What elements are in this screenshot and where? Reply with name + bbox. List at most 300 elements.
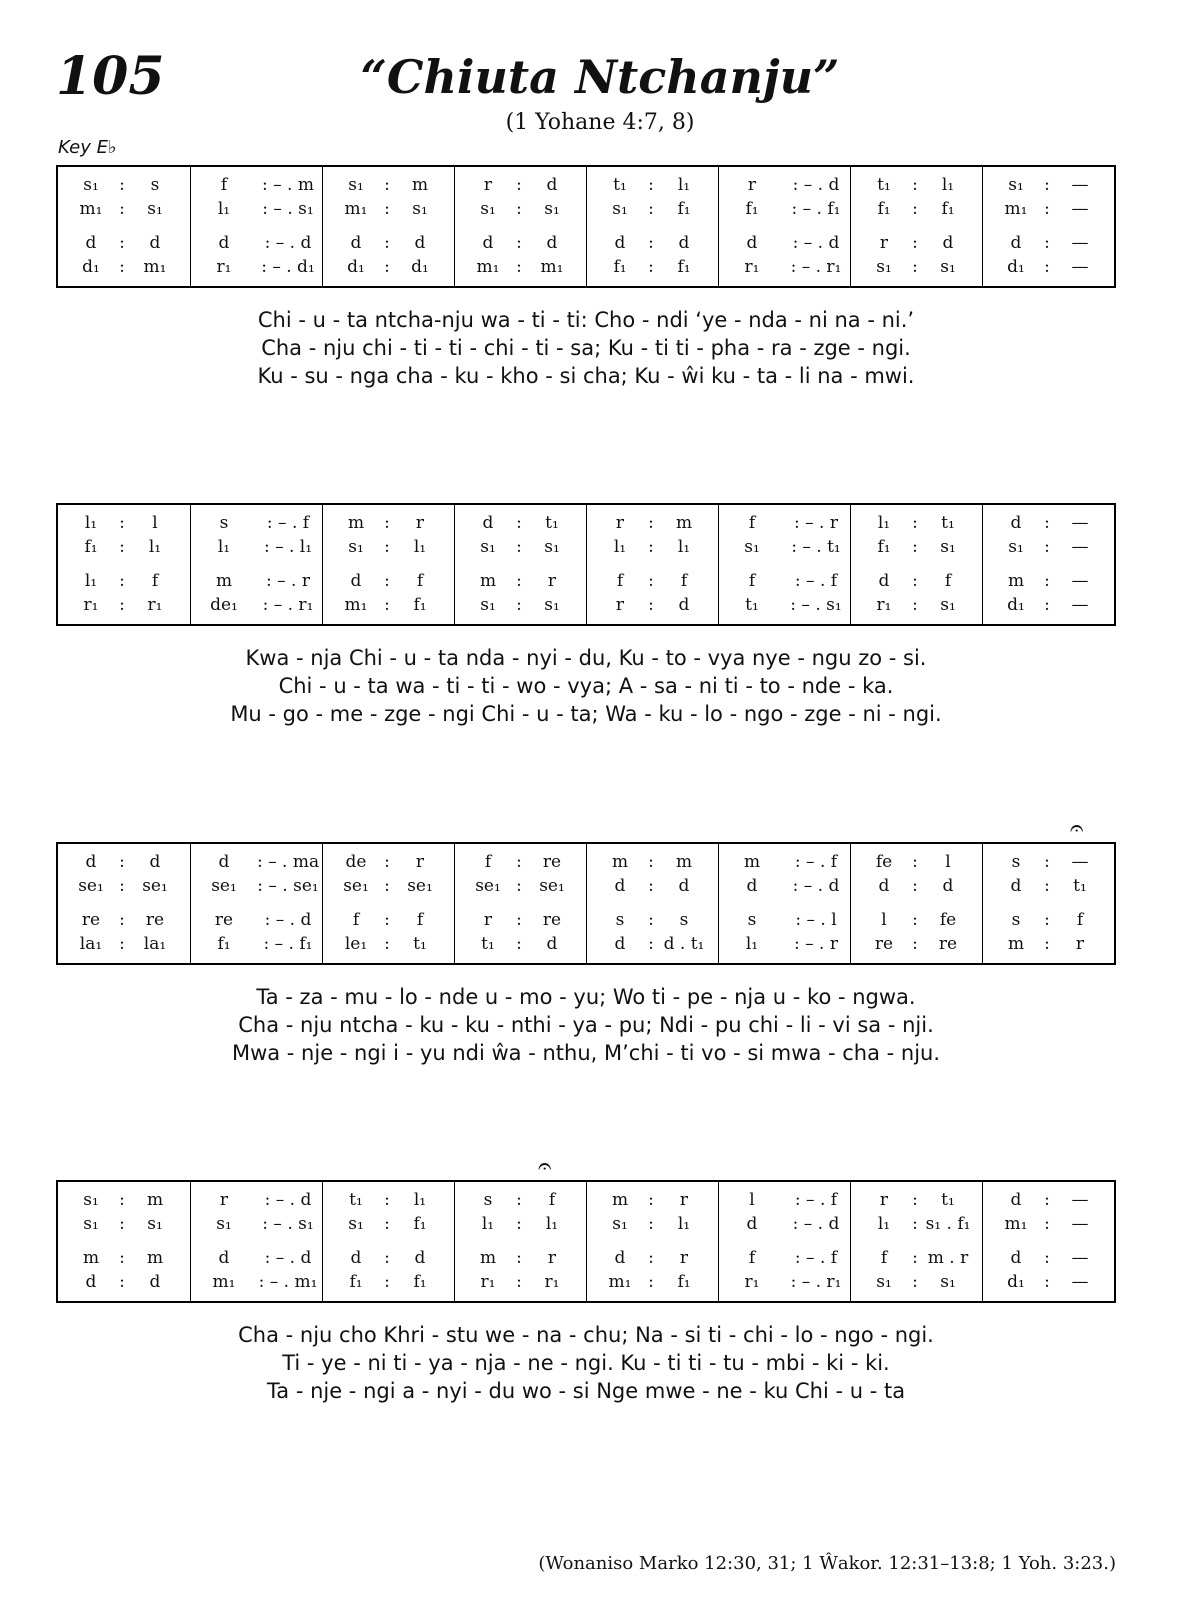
note: : – . f [794,852,838,872]
measure [454,505,586,624]
note: : – . d [792,175,840,195]
note: d [85,852,97,872]
note: d [149,1272,161,1292]
beat-separator: : [1044,934,1050,954]
note: f₁ [677,199,691,219]
beat-separator: : [912,595,918,615]
voice-row [851,1248,982,1268]
note: : – . l₁ [263,537,313,557]
voice-row [587,199,718,219]
beat-separator: : [516,175,522,195]
beat-separator: : [119,175,125,195]
note: : – . m₁ [258,1272,318,1292]
note: : – . f₁ [791,199,841,219]
note: d [614,1248,626,1268]
note: : – . d [264,233,312,253]
note: s₁ [216,1214,232,1234]
note: l₁ [941,175,955,195]
beat-separator: : [384,1272,390,1292]
measure [982,1182,1114,1301]
measure [454,1182,586,1301]
note: f [416,910,424,930]
note: s₁ [876,257,892,277]
beat-separator: : [912,1190,918,1210]
solfa-score [56,165,1116,288]
note: s₁ [544,199,560,219]
note: t₁ [745,595,759,615]
note: r₁ [544,1272,560,1292]
note: m₁ [476,257,500,277]
note: r₁ [83,595,99,615]
note: s₁ [348,1214,364,1234]
note: d [546,175,558,195]
note: d [746,876,758,896]
voice-row [58,537,190,557]
beat-separator: : [119,852,125,872]
note: r [615,595,625,615]
voice-row [983,513,1114,533]
measure [850,167,982,286]
note: d [350,233,362,253]
note: l₁ [613,537,627,557]
note: l₁ [677,175,691,195]
measure [190,505,322,624]
note: : – . f [794,1248,838,1268]
note: : – . f [794,1190,838,1210]
note: l₁ [413,1190,427,1210]
voice-row [58,257,190,277]
note: f₁ [677,1272,691,1292]
note: s₁ . f₁ [925,1214,971,1234]
measure [58,505,190,624]
beat-separator: : [516,199,522,219]
note: m [611,1190,629,1210]
voice-row [58,595,190,615]
voice-row [587,1190,718,1210]
music-system [56,503,1116,728]
note: d [614,934,626,954]
voice-row [587,513,718,533]
note: : – . d [792,876,840,896]
voice-row [983,571,1114,591]
voice-row [58,233,190,253]
note: — [1071,233,1089,253]
beat-separator: : [648,1272,654,1292]
lyrics-block [56,983,1116,1067]
voice-row [983,876,1114,896]
beat-separator: : [516,571,522,591]
measure [850,1182,982,1301]
note: m₁ [79,199,103,219]
note: f [748,1248,756,1268]
note: m₁ [1004,199,1028,219]
note: d [482,513,494,533]
voice-row [455,233,586,253]
note: re [214,910,234,930]
voice-row [323,910,454,930]
voice-row [587,175,718,195]
note: re [542,910,562,930]
note: r₁ [480,1272,496,1292]
note: — [1071,175,1089,195]
voice-row [191,513,322,533]
beat-separator: : [119,1190,125,1210]
beat-separator: : [384,537,390,557]
note: — [1071,571,1089,591]
voice-row [191,852,322,872]
note: d₁ [347,257,365,277]
note: s₁ [412,199,428,219]
note: m₁ [143,257,167,277]
note: se₁ [343,876,369,896]
note: l₁ [877,513,891,533]
note: m [146,1248,164,1268]
note: r [483,910,493,930]
voice-row [719,513,850,533]
note: s₁ [83,1214,99,1234]
note: fe [875,852,893,872]
note: d [746,233,758,253]
note: m [1007,934,1025,954]
note: m . r [927,1248,969,1268]
note: s₁ [940,1272,956,1292]
voice-row [58,934,190,954]
beat-separator: : [648,1248,654,1268]
note: s₁ [744,537,760,557]
voice-row [323,595,454,615]
beat-separator: : [516,1272,522,1292]
measure [718,844,850,963]
voice-row [983,852,1114,872]
beat-separator: : [384,852,390,872]
note: d [878,876,890,896]
measure [586,505,718,624]
note: l [152,513,158,533]
note: d [1010,1248,1022,1268]
note: se₁ [475,876,501,896]
voice-row [323,257,454,277]
voice-row [719,1214,850,1234]
note: s₁ [83,175,99,195]
note: se₁ [142,876,168,896]
note: f [416,571,424,591]
voice-row [587,233,718,253]
note: l₁ [413,537,427,557]
voice-row [323,852,454,872]
voice-row [455,595,586,615]
lyric-line: Mu - go - me - zge - ngi Chi - u - ta; Wa - ku - lo - ngo - zge - ni - ngi. [230,702,942,726]
lyric-line: Cha - nju ntcha - ku - ku - nthi - ya - pu; Ndi - pu chi - li - vi sa - nji. [238,1013,934,1037]
voice-row [58,1214,190,1234]
note: m [347,513,365,533]
beat-separator: : [516,537,522,557]
voice-row [587,876,718,896]
lyric-line: Ta - za - mu - lo - nde u - mo - yu; Wo ti - pe - nja u - ko - ngwa. [256,985,916,1009]
beat-separator: : [384,1214,390,1234]
note: m₁ [540,257,564,277]
voice-row [455,257,586,277]
note: s₁ [612,1214,628,1234]
beat-separator: : [912,1248,918,1268]
note: s [483,1190,493,1210]
voice-row [191,910,322,930]
note: f₁ [677,257,691,277]
note: t₁ [545,513,559,533]
note: s₁ [348,537,364,557]
note: : – . f [794,571,838,591]
voice-row [323,233,454,253]
voice-row [851,1272,982,1292]
note: d [942,876,954,896]
note: : – . s₁ [790,595,842,615]
hymn-subtitle: (1 Yohane 4:7, 8) [505,110,695,135]
note: — [1071,1248,1089,1268]
beat-separator: : [516,1248,522,1268]
note: m [215,571,233,591]
note: d [942,233,954,253]
note: re [542,852,562,872]
note: : – . ma [257,852,320,872]
voice-row [719,910,850,930]
note: f₁ [349,1272,363,1292]
voice-row [851,876,982,896]
voice-row [191,1190,322,1210]
note: : – . r₁ [262,595,314,615]
beat-separator: : [1044,1248,1050,1268]
beat-separator: : [912,934,918,954]
solfa-score [56,503,1116,626]
note: m [1007,571,1025,591]
note: re [874,934,894,954]
measure [190,844,322,963]
note: — [1071,199,1089,219]
voice-row [58,513,190,533]
note: s [219,513,229,533]
note: d [414,1248,426,1268]
voice-row [587,537,718,557]
note: s₁ [480,537,496,557]
note: s₁ [940,257,956,277]
voice-row [323,1214,454,1234]
measure [982,505,1114,624]
voice-row [983,1248,1114,1268]
voice-row [983,595,1114,615]
beat-separator: : [119,1214,125,1234]
beat-separator: : [119,571,125,591]
fermata-icon: 𝄐 [538,1152,552,1180]
beat-separator: : [648,257,654,277]
note: l [749,1190,755,1210]
beat-separator: : [119,537,125,557]
note: f [748,513,756,533]
beat-separator: : [384,257,390,277]
measure [586,844,718,963]
note: r₁ [744,1272,760,1292]
note: l₁ [745,934,759,954]
beat-separator: : [384,910,390,930]
note: l [881,910,887,930]
note: re [145,910,165,930]
note: : – . d [792,1214,840,1234]
beat-separator: : [648,595,654,615]
note: f₁ [941,199,955,219]
beat-separator: : [516,233,522,253]
note: r₁ [216,257,232,277]
measure [58,844,190,963]
note: l₁ [148,537,162,557]
beat-separator: : [1044,233,1050,253]
music-system [56,1180,1116,1405]
voice-row [983,1272,1114,1292]
note: m [479,1248,497,1268]
voice-row [719,257,850,277]
voice-row [455,513,586,533]
beat-separator: : [648,1190,654,1210]
hymn-title: “Chiuta Ntchanju” [360,50,840,104]
note: s [150,175,160,195]
note: t₁ [349,1190,363,1210]
voice-row [983,910,1114,930]
note: la₁ [143,934,167,954]
fermata-icon: 𝄐 [1070,814,1084,842]
note: : – . r [266,571,310,591]
note: — [1071,1272,1089,1292]
note: — [1071,537,1089,557]
note: l₁ [84,513,98,533]
beat-separator: : [119,233,125,253]
voice-row [191,1214,322,1234]
note: m [82,1248,100,1268]
voice-row [851,571,982,591]
beat-separator: : [384,595,390,615]
beat-separator: : [648,513,654,533]
voice-row [851,199,982,219]
voice-row [191,233,322,253]
note: : – . f [266,513,310,533]
note: r [1075,934,1085,954]
voice-row [455,1272,586,1292]
note: d [85,1272,97,1292]
note: r [679,1248,689,1268]
measure [586,167,718,286]
beat-separator: : [1044,199,1050,219]
note: s₁ [876,1272,892,1292]
beat-separator: : [119,199,125,219]
beat-separator: : [648,233,654,253]
beat-separator: : [516,257,522,277]
note: d [482,233,494,253]
beat-separator: : [648,1214,654,1234]
note: r [679,1190,689,1210]
voice-row [323,175,454,195]
beat-separator: : [912,910,918,930]
beat-separator: : [1044,1272,1050,1292]
beat-separator: : [912,1272,918,1292]
note: d [678,595,690,615]
beat-separator: : [516,1190,522,1210]
measure [982,167,1114,286]
note: re [81,910,101,930]
note: d₁ [1007,257,1025,277]
note: : – . d [264,1190,312,1210]
beat-separator: : [648,175,654,195]
note: d [878,571,890,591]
note: d [218,852,230,872]
note: r [547,1248,557,1268]
voice-row [983,175,1114,195]
note: f₁ [745,199,759,219]
voice-row [851,537,982,557]
voice-row [587,852,718,872]
voice-row [323,537,454,557]
beat-separator: : [516,910,522,930]
lyrics-block [56,1321,1116,1405]
voice-row [191,934,322,954]
voice-row [323,876,454,896]
beat-separator: : [119,257,125,277]
note: — [1071,852,1089,872]
beat-separator: : [516,513,522,533]
voice-row [58,876,190,896]
note: le₁ [344,934,368,954]
note: se₁ [211,876,237,896]
lyric-line: Ku - su - nga cha - ku - kho - si cha; Ku - ŵi ku - ta - li na - mwi. [257,364,915,388]
beat-separator: : [119,910,125,930]
note: r₁ [876,595,892,615]
voice-row [851,175,982,195]
note: m [411,175,429,195]
note: s₁ [147,1214,163,1234]
note: d [1010,1190,1022,1210]
solfa-score [56,1180,1116,1303]
lyric-line: Cha - nju cho Khri - stu we - na - chu; Na - si ti - chi - lo - ngo - ngi. [238,1323,934,1347]
voice-row [191,876,322,896]
voice-row [58,852,190,872]
voice-row [323,199,454,219]
beat-separator: : [648,876,654,896]
note: d [678,876,690,896]
beat-separator: : [516,595,522,615]
solfa-score [56,842,1116,965]
measure [982,844,1114,963]
key-signature: Key E♭ [58,137,117,158]
note: m [743,852,761,872]
voice-row [719,595,850,615]
voice-row [455,1214,586,1234]
voice-row [719,571,850,591]
voice-row [851,257,982,277]
note: m [611,852,629,872]
note: r [547,571,557,591]
note: : – . d [264,1248,312,1268]
voice-row [191,571,322,591]
measure [322,505,454,624]
voice-row [455,1190,586,1210]
note: d [218,233,230,253]
note: f [680,571,688,591]
measure [454,844,586,963]
note: m [675,852,693,872]
note: : – . d [792,233,840,253]
voice-row [455,537,586,557]
note: f₁ [413,1214,427,1234]
note: d [218,1248,230,1268]
beat-separator: : [912,257,918,277]
beat-separator: : [912,537,918,557]
lyrics-block [56,306,1116,390]
voice-row [191,199,322,219]
note: d [1010,233,1022,253]
